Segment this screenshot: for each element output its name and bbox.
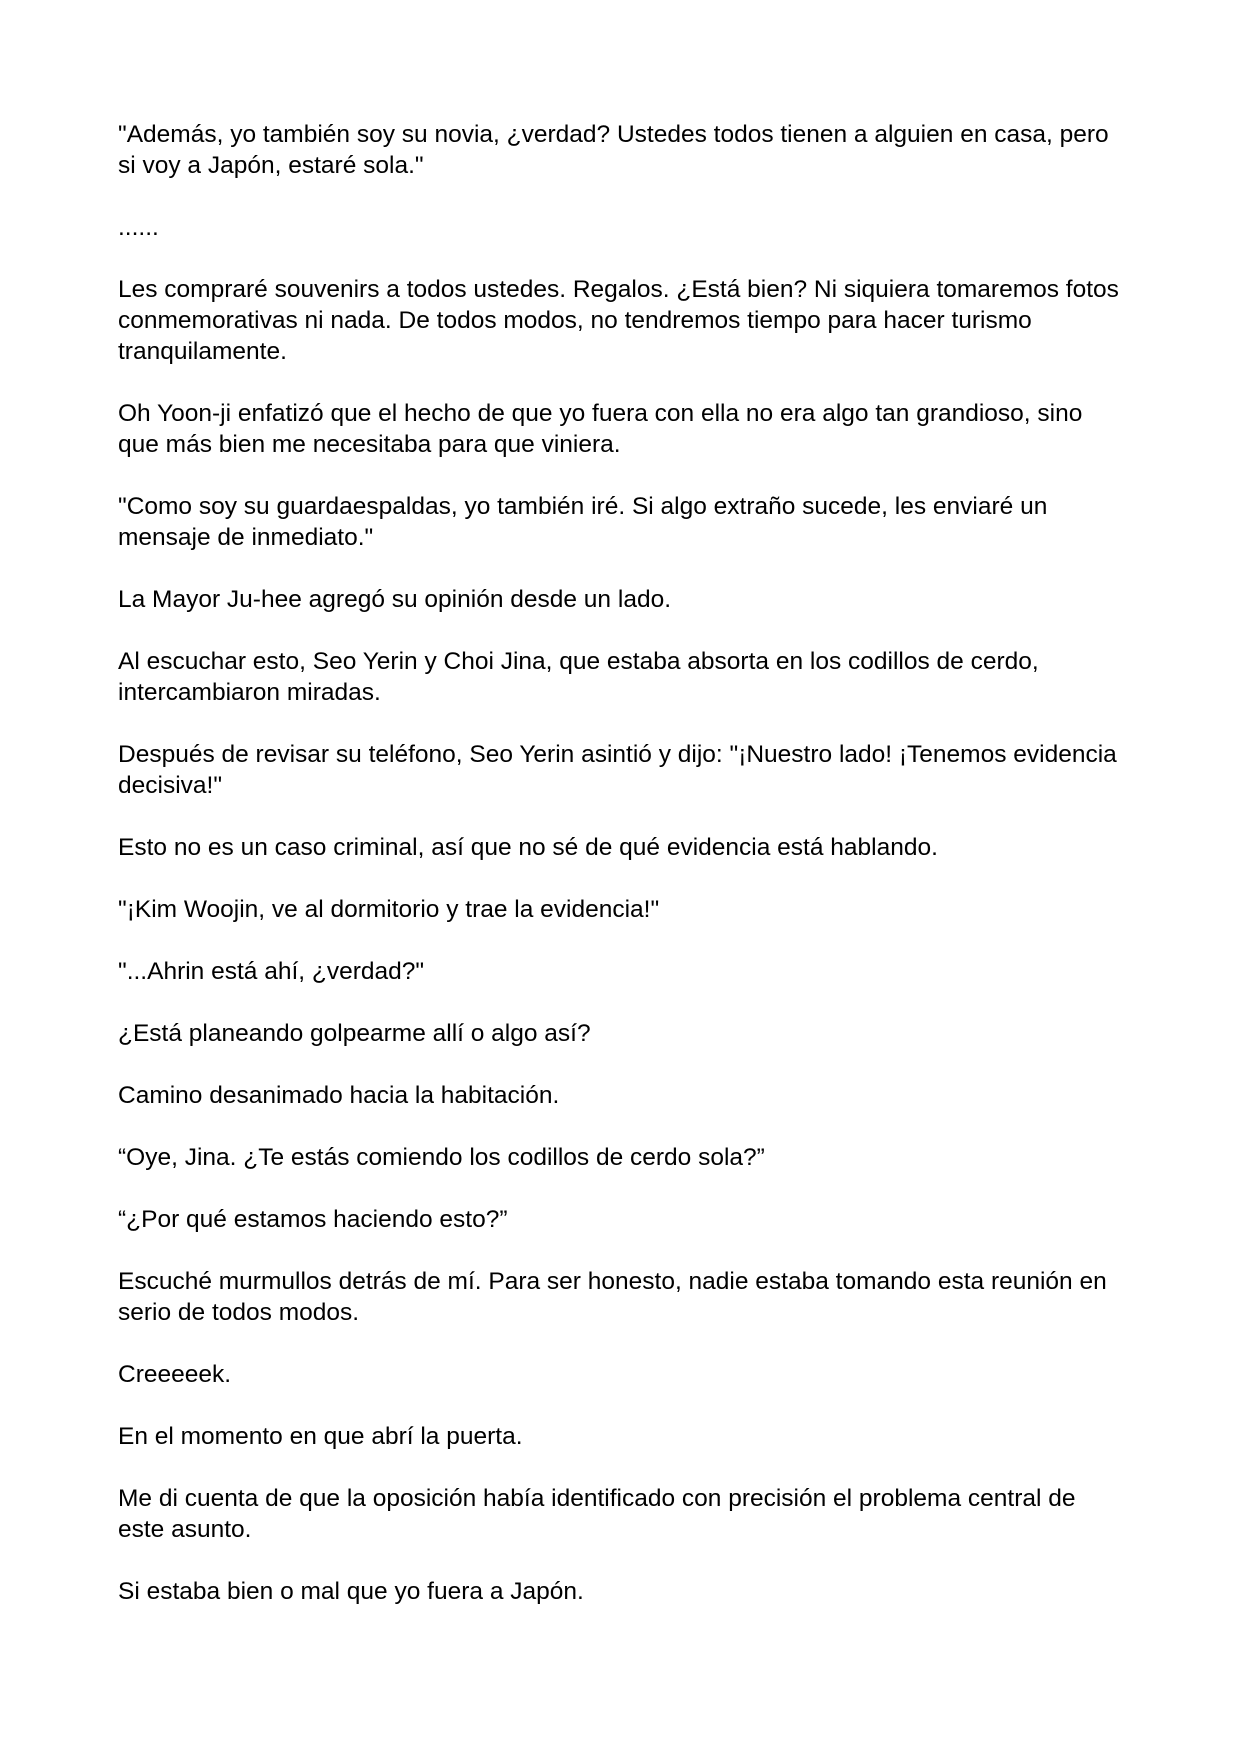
paragraph: Después de revisar su teléfono, Seo Yerin asintió y dijo: "¡Nuestro lado! ¡Tenemos evidencia decisiva!": [118, 741, 1117, 799]
paragraph: “¿Por qué estamos haciendo esto?”: [118, 1206, 508, 1233]
paragraph: "¡Kim Woojin, ve al dormitorio y trae la evidencia!": [118, 896, 660, 923]
paragraph: Escuché murmullos detrás de mí. Para ser honesto, nadie estaba tomando esta reunión en serio de todos modos.: [118, 1268, 1107, 1326]
paragraph: ¿Está planeando golpearme allí o algo así?: [118, 1020, 591, 1047]
paragraph: Al escuchar esto, Seo Yerin y Choi Jina, que estaba absorta en los codillos de cerdo, intercambiaron miradas.: [118, 648, 1039, 706]
paragraph: Camino desanimado hacia la habitación.: [118, 1082, 560, 1109]
paragraph: "Además, yo también soy su novia, ¿verdad? Ustedes todos tienen a alguien en casa, pero si voy a Japón, estaré sola.": [118, 121, 1109, 179]
paragraph: Si estaba bien o mal que yo fuera a Japón.: [118, 1578, 584, 1605]
paragraph: En el momento en que abrí la puerta.: [118, 1423, 523, 1450]
paragraph: La Mayor Ju-hee agregó su opinión desde un lado.: [118, 586, 671, 613]
paragraph: "Como soy su guardaespaldas, yo también iré. Si algo extraño sucede, les enviaré un mensaje de inmediato.": [118, 493, 1048, 551]
paragraph: Me di cuenta de que la oposición había identificado con precisión el problema central de este asunto.: [118, 1485, 1076, 1543]
document-body: [118, 119, 1128, 1638]
paragraph: Creeeeek.: [118, 1361, 232, 1388]
paragraph: "...Ahrin está ahí, ¿verdad?": [118, 958, 425, 985]
paragraph: Esto no es un caso criminal, así que no sé de qué evidencia está hablando.: [118, 834, 938, 861]
paragraph: Les compraré souvenirs a todos ustedes. Regalos. ¿Está bien? Ni siquiera tomaremos fotos conmemorativas ni nada. De todos modos, no tendremos tiempo para hacer turismo tranquilamente.: [118, 276, 1119, 365]
paragraph: Oh Yoon-ji enfatizó que el hecho de que yo fuera con ella no era algo tan grandioso, sino que más bien me necesitaba para que viniera.: [118, 400, 1083, 458]
paragraph: “Oye, Jina. ¿Te estás comiendo los codillos de cerdo sola?”: [118, 1144, 765, 1171]
paragraph: ......: [118, 214, 159, 241]
